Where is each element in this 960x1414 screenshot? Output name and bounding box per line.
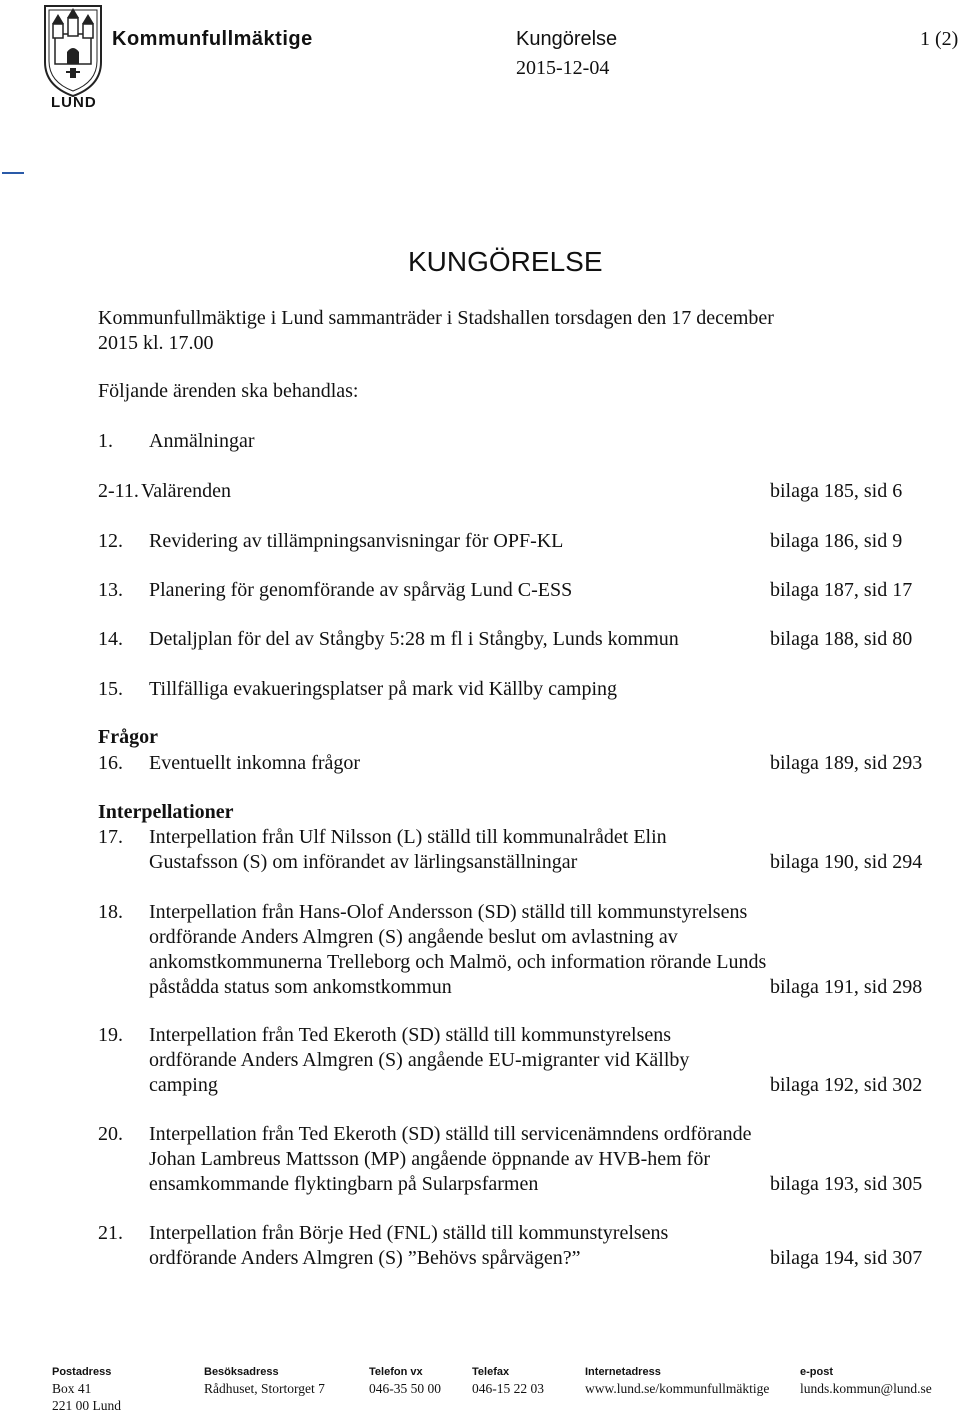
- footer-label: Postadress: [52, 1366, 112, 1378]
- agenda-item-reference: bilaga 189, sid 293: [770, 752, 923, 774]
- header-document-type: Kungörelse: [516, 28, 618, 50]
- agenda-item-number: 12.: [98, 530, 123, 552]
- agenda-item-text: Revidering av tillämpningsanvisningar för OPF-KL: [149, 530, 564, 552]
- agenda-item-reference: bilaga 192, sid 302: [770, 1074, 923, 1096]
- agenda-item-reference: bilaga 187, sid 17: [770, 579, 913, 601]
- header-page-number: 1 (2): [920, 28, 959, 50]
- document-title: KUNGÖRELSE: [408, 246, 603, 277]
- intro-paragraph: Kommunfullmäktige i Lund sammanträder i Stadshallen torsdagen den 17 december 2015 kl. 17.00: [98, 307, 774, 354]
- agenda-item-text: Planering för genomförande av spårväg Lund C-ESS: [149, 579, 573, 601]
- footer-value: 221 00 Lund: [52, 1398, 121, 1413]
- agenda-item-text: Detaljplan för del av Stångby 5:28 m fl i Stångby, Lunds kommun: [149, 628, 679, 650]
- footer-label: Besöksadress: [204, 1366, 279, 1378]
- agenda-item-text: Anmälningar: [149, 430, 255, 452]
- footer-label: Telefon vx: [369, 1366, 423, 1378]
- footer-label: Telefax: [472, 1366, 510, 1378]
- footer-value: 046-35 50 00: [369, 1381, 441, 1396]
- agenda-item-number: 15.: [98, 678, 123, 700]
- section-heading-fragor: Frågor: [98, 726, 158, 748]
- agenda-item-text: Interpellation från Ted Ekeroth (SD) ställd till servicenämndens ordförande Johan Lambreus Mattsson (MP) angående öppnande av HVB-hem för ensamkommande flyktingbarn på Sularpsfarmen: [149, 1123, 752, 1195]
- agenda-item-number: 19.: [98, 1024, 123, 1046]
- agenda-item-number: 2-11.: [98, 480, 139, 502]
- agenda-item-reference: bilaga 186, sid 9: [770, 530, 903, 552]
- agenda-item-text: Tillfälliga evakueringsplatser på mark vid Källby camping: [149, 678, 618, 700]
- agenda-lead: Följande ärenden ska behandlas:: [98, 380, 359, 402]
- footer-value[interactable]: lunds.kommun@lund.se: [800, 1381, 932, 1396]
- agenda-item-reference: bilaga 194, sid 307: [770, 1247, 923, 1269]
- agenda-item-reference: bilaga 185, sid 6: [770, 480, 903, 502]
- agenda-item-text: Eventuellt inkomna frågor: [149, 752, 361, 774]
- agenda-item-reference: bilaga 190, sid 294: [770, 851, 923, 873]
- lund-coat-of-arms-logo: [40, 0, 106, 112]
- agenda-item-text: Interpellation från Ted Ekeroth (SD) ställd till kommunstyrelsens ordförande Anders Almgren (S) angående EU-migranter vid Källby camping: [149, 1024, 690, 1096]
- footer-postadress: [52, 1366, 121, 1414]
- footer-telefax: [472, 1366, 544, 1397]
- agenda-item-number: 18.: [98, 901, 123, 923]
- agenda-item-reference: bilaga 193, sid 305: [770, 1173, 923, 1195]
- agenda-item-text: Interpellation från Ulf Nilsson (L) ställd till kommunalrådet Elin Gustafsson (S) om införandet av lärlingsanställningar: [149, 826, 667, 873]
- logo-text: LUND: [51, 94, 97, 111]
- footer-value[interactable]: www.lund.se/kommunfullmäktige: [585, 1381, 770, 1396]
- agenda-item-number: 17.: [98, 826, 123, 848]
- agenda-item-number: 13.: [98, 579, 123, 601]
- section-heading-interpellationer: Interpellationer: [98, 801, 234, 823]
- footer-label: Internetadress: [585, 1366, 661, 1378]
- agenda-item-reference: bilaga 191, sid 298: [770, 976, 923, 998]
- agenda-item-number: 16.: [98, 752, 123, 774]
- agenda-item-text: Valärenden: [141, 480, 231, 502]
- footer-value: Box 41: [52, 1381, 92, 1396]
- agenda-item-reference: bilaga 188, sid 80: [770, 628, 913, 650]
- header-date: 2015-12-04: [516, 57, 610, 79]
- header-organization: Kommunfullmäktige: [112, 28, 313, 50]
- footer-value: Rådhuset, Stortorget 7: [204, 1381, 325, 1396]
- footer-value: 046-15 22 03: [472, 1381, 544, 1396]
- margin-mark: [2, 172, 24, 174]
- agenda-item-number: 14.: [98, 628, 123, 650]
- agenda-item-text: Interpellation från Hans-Olof Andersson (SD) ställd till kommunstyrelsens ordförande Anders Almgren (S) angående beslut om avlastning av ankomstkommunerna Trelleborg och Malmö, och information rörande Lunds påstådda status som ankomstkommun: [149, 901, 767, 998]
- agenda-item-text: Interpellation från Börje Hed (FNL) ställd till kommunstyrelsens ordförande Anders Almgren (S) ”Behövs spårvägen?”: [149, 1222, 669, 1269]
- agenda-item-number: 20.: [98, 1123, 123, 1145]
- footer-besoksadress: [204, 1366, 325, 1397]
- agenda-item-number: 21.: [98, 1222, 123, 1244]
- agenda-item-number: 1.: [98, 430, 113, 452]
- footer-epost: [800, 1366, 932, 1397]
- footer-internetadress: [585, 1366, 769, 1397]
- footer-telefon: [369, 1366, 441, 1397]
- footer-label: e-post: [800, 1366, 833, 1378]
